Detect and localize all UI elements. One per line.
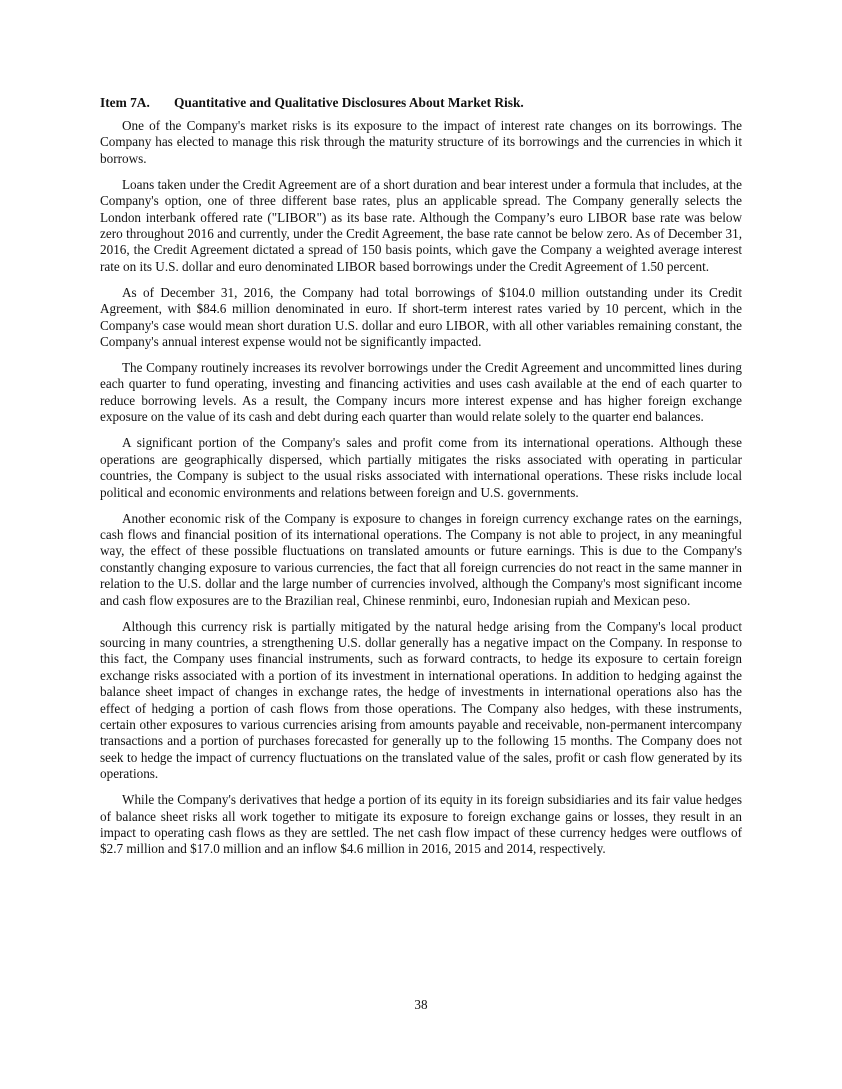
paragraph-derivatives-cash-flow: While the Company's derivatives that hedge a portion of its equity in its foreign subsidiaries and its fair value hedges of balance sheet risks all work together to mitigate its exposure to foreign exchange gains or losses, they result in an impact to operating cash flows as they are settled. The net cash flow impact of these currency hedges were outflows of $2.7 million and $17.0 million and an inflow $4.6 million in 2016, 2015 and 2014, respectively.	[100, 792, 742, 857]
section-item-number: Item 7A.	[100, 95, 150, 110]
paragraph-currency-hedging: Although this currency risk is partially mitigated by the natural hedge arising from the Company's local product sourcing in many countries, a strengthening U.S. dollar generally has a negative impact on the Company. In response to this fact, the Company uses financial instruments, such as forward contracts, to hedge its exposure to certain foreign exchange risks associated with a portion of its investment in international operations. In addition to hedging against the balance sheet impact of changes in exchange rates, the hedge of investments in international operations also has the effect of hedging a portion of cash flows from those operations. The Company also hedges, with these instruments, certain other exposures to various currencies arising from amounts payable and receivable, non-permanent intercompany transactions and a portion of purchases forecasted for generally up to the following 15 months. The Company does not seek to hedge the impact of currency fluctuations on the translated value of the sales, profit or cash flow generated by its operations.	[100, 618, 742, 782]
paragraph-revolver-borrowings: The Company routinely increases its revolver borrowings under the Credit Agreement and uncommitted lines during each quarter to fund operating, investing and financing activities and uses cash available at the end of each quarter to reduce borrowing levels. As a result, the Company incurs more interest expense and has higher foreign exchange exposure on the value of its cash and debt during each quarter than would relate solely to the quarter end balances.	[100, 360, 742, 425]
paragraph-currency-exchange-risk: Another economic risk of the Company is exposure to changes in foreign currency exchange rates on the earnings, cash flows and financial position of its international operations. The Company is not able to project, in any meaningful way, the effect of these possible fluctuations on translated amounts or future earnings. This is due to the Company's constantly changing exposure to various currencies, the fact that all foreign currencies do not react in the same manner in relation to the U.S. dollar and the large number of currencies involved, although the Company's most significant income and cash flow exposures are to the Brazilian real, Chinese renminbi, euro, Indonesian rupiah and Mexican peso.	[100, 510, 742, 608]
section-title: Quantitative and Qualitative Disclosures About Market Risk.	[174, 95, 524, 110]
section-heading	[100, 94, 742, 111]
paragraph-interest-rate-risk: One of the Company's market risks is its exposure to the impact of interest rate changes on its borrowings. The Company has elected to manage this risk through the maturity structure of its borrowings and the currencies in which it borrows.	[100, 118, 742, 166]
paragraph-total-borrowings: As of December 31, 2016, the Company had total borrowings of $104.0 million outstanding under its Credit Agreement, with $84.6 million denominated in euro. If short-term interest rates varied by 10 percent, which in the Company's case would mean short duration U.S. dollar and euro LIBOR, with all other variables remaining constant, the Company's annual interest expense would not be significantly impacted.	[100, 284, 742, 350]
document-page	[100, 94, 742, 867]
page-number: 38	[414, 997, 428, 1012]
paragraph-international-operations: A significant portion of the Company's sales and profit come from its international operations. Although these operations are geographically dispersed, which partially mitigates the risks associated with operating in particular countries, the Company is subject to the usual risks associated with international operations. These risks include local political and economic environments and relations between foreign and U.S. governments.	[100, 435, 742, 500]
paragraph-credit-agreement-loans: Loans taken under the Credit Agreement are of a short duration and bear interest under a formula that includes, at the Company's option, one of three different base rates, plus an applicable spread. The Company generally selects the London interbank offered rate ("LIBOR") as its base rate. Although the Company’s euro LIBOR base rate was below zero throughout 2016 and currently, under the Credit Agreement, the base rate cannot be below zero. As of December 31, 2016, the Credit Agreement dictated a spread of 150 basis points, which gave the Company a weighted average interest rate on its U.S. dollar and euro denominated LIBOR based borrowings under the Credit Agreement of 1.50 percent.	[100, 176, 742, 274]
